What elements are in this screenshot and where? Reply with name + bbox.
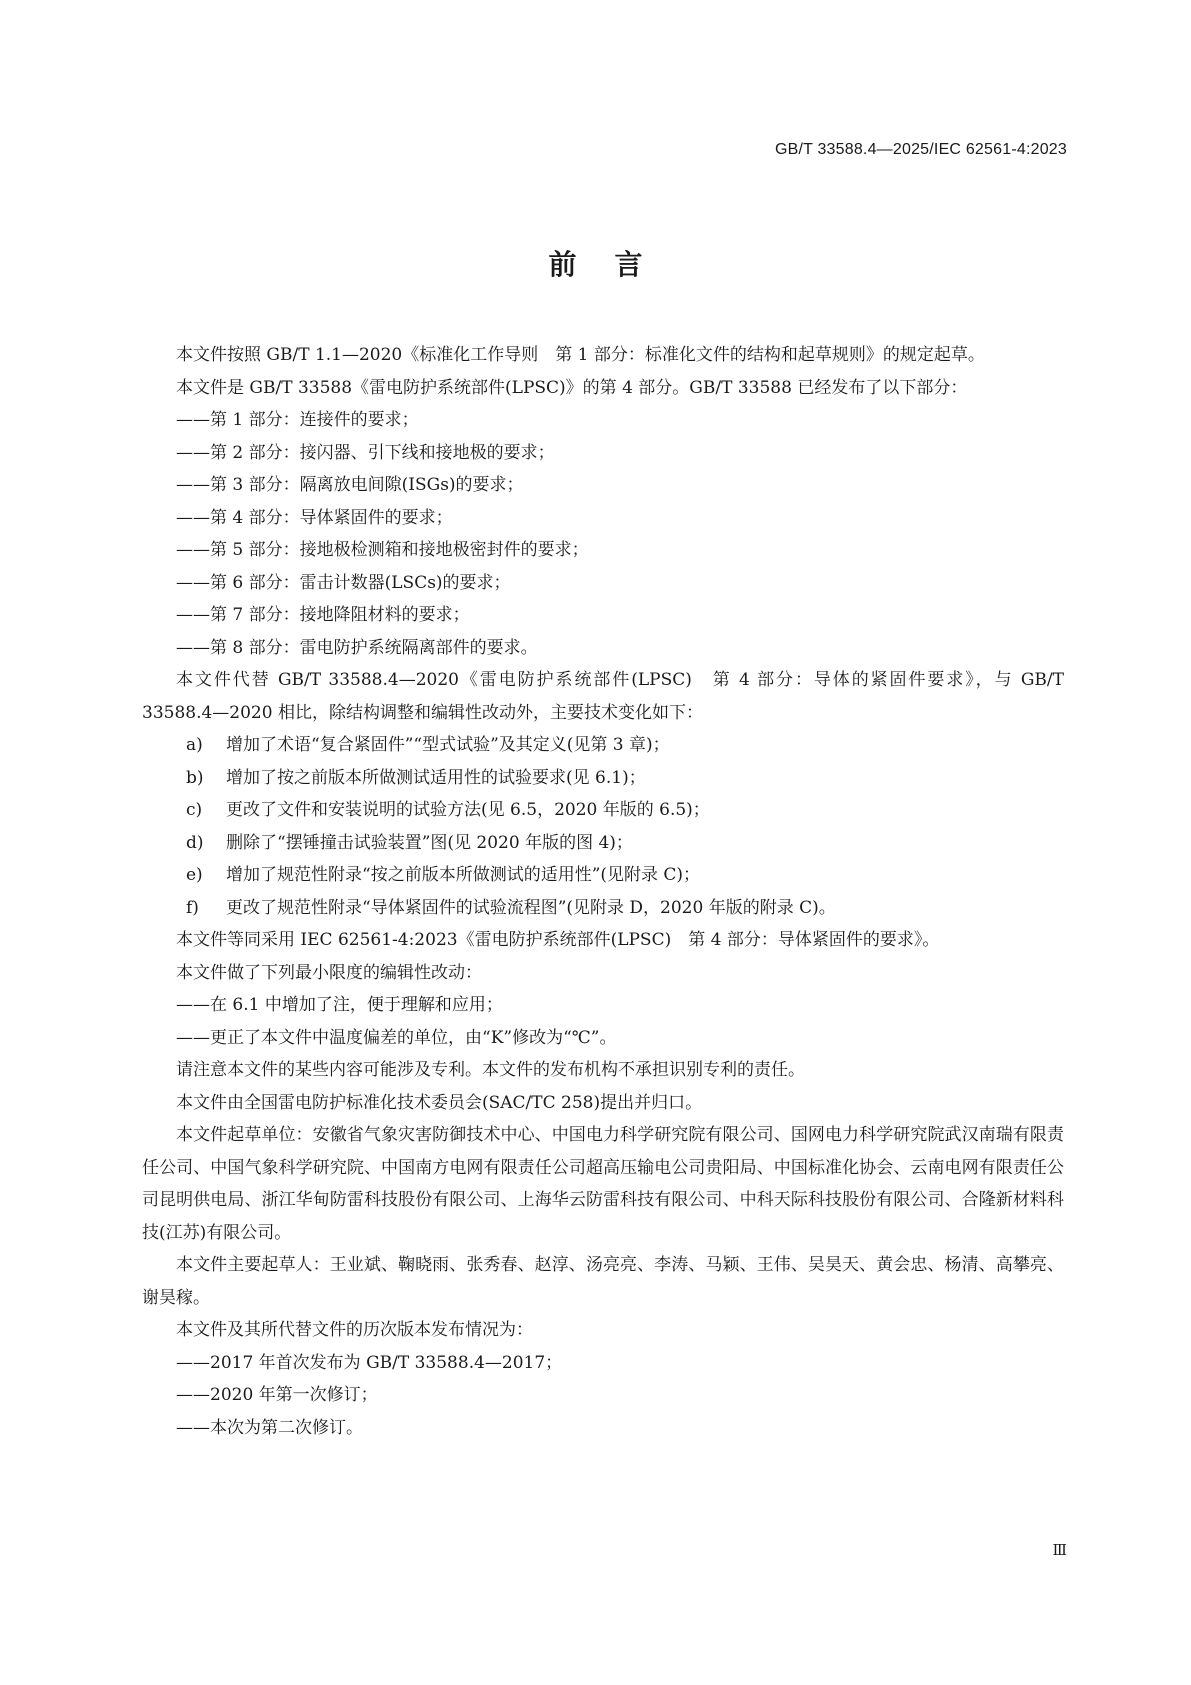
paragraph-committee: 本文件由全国雷电防护标准化技术委员会(SAC/TC 258)提出并归口。	[176, 1092, 703, 1113]
list-marker: d)	[186, 832, 204, 853]
list-item-history: ——本次为第二次修订。	[176, 1417, 363, 1438]
list-text: 增加了术语“复合紧固件”“型式试验”及其定义(见第 3 章)；	[226, 735, 670, 755]
list-item-edit: ——在 6.1 中增加了注，便于理解和应用；	[176, 995, 503, 1015]
paragraph-drafters: 本文件主要起草人：王业斌、鞠晓雨、张秀春、赵淳、汤亮亮、李涛、马颖、王伟、吴昊天、黄会忠、杨清、高攀亮、谢昊稼。	[142, 1255, 1064, 1308]
list-item-part: ——第 6 部分：雷击计数器(LSCs)的要求；	[176, 572, 511, 593]
page-number: Ⅲ	[1052, 1541, 1067, 1559]
list-text: 删除了“摆锤撞击试验装置”图(见 2020 年版的图 4)；	[226, 832, 633, 853]
list-item-change	[142, 859, 1064, 892]
list-item-part: ——第 7 部分：接地降阻材料的要求；	[176, 605, 470, 625]
paragraph-drafting-units: 本文件起草单位：安徽省气象灾害防御技术中心、中国电力科学研究院有限公司、国网电力科学研究院武汉南瑞有限责任公司、中国气象科学研究院、中国南方电网有限责任公司超高压输电公司贵阳局、中国标准化协会、云南电网有限责任公司昆明供电局、浙江华甸防雷科技股份有限公司、上海华云防雷科技有限公司、中科天际科技股份有限公司、合隆新材料科技(江苏)有限公司。	[142, 1125, 1064, 1243]
list-item-part: ——第 5 部分：接地极检测箱和接地极密封件的要求；	[176, 540, 589, 560]
page-title: 前言	[548, 248, 681, 281]
paragraph-series-intro: 本文件是 GB/T 33588《雷电防护系统部件(LPSC)》的第 4 部分。GB/T 33588 已经发布了以下部分：	[176, 377, 968, 398]
list-item-history: ——2017 年首次发布为 GB/T 33588.4—2017；	[176, 1352, 563, 1373]
paragraph-edits-intro: 本文件做了下列最小限度的编辑性改动：	[176, 962, 482, 983]
paragraph-drafting-rules: 本文件按照 GB/T 1.1—2020《标准化工作导则 第 1 部分：标准化文件的结构和起草规则》的规定起草。	[176, 345, 985, 365]
document-body	[142, 339, 1064, 1444]
paragraph-patent-notice: 请注意本文件的某些内容可能涉及专利。本文件的发布机构不承担识别专利的责任。	[176, 1060, 805, 1080]
list-item-part: ——第 4 部分：导体紧固件的要求；	[176, 507, 453, 528]
list-item-change	[142, 827, 1064, 860]
list-text: 增加了按之前版本所做测试适用性的试验要求(见 6.1)；	[226, 767, 646, 788]
list-item-part: ——第 8 部分：雷电防护系统隔离部件的要求。	[176, 637, 538, 658]
list-text: 增加了规范性附录“按之前版本所做测试的适用性”(见附录 C)；	[226, 865, 701, 885]
list-marker: a)	[186, 735, 203, 755]
list-item-change	[142, 762, 1064, 795]
list-item-part: ——第 1 部分：连接件的要求；	[176, 410, 419, 430]
list-marker: b)	[186, 767, 204, 788]
standard-code-header: GB/T 33588.4—2025/IEC 62561-4:2023	[774, 141, 1067, 158]
list-item-edit: ——更正了本文件中温度偏差的单位，由“K”修改为“℃”。	[176, 1027, 617, 1048]
list-marker: f)	[186, 897, 199, 918]
paragraph-equivalence: 本文件等同采用 IEC 62561-4:2023《雷电防护系统部件(LPSC) 第 4 部分：导体紧固件的要求》。	[176, 930, 940, 950]
paragraph-history-intro: 本文件及其所代替文件的历次版本发布情况为：	[176, 1320, 533, 1340]
list-item-part: ——第 2 部分：接闪器、引下线和接地极的要求；	[176, 442, 555, 463]
list-marker: e)	[186, 865, 203, 885]
list-item-change	[142, 794, 1064, 827]
list-text: 更改了规范性附录“导体紧固件的试验流程图”(见附录 D，2020 年版的附录 C)。	[226, 897, 836, 918]
list-item-change	[142, 729, 1064, 762]
list-item-history: ——2020 年第一次修订；	[176, 1385, 378, 1405]
list-item-part: ——第 3 部分：隔离放电间隙(ISGs)的要求；	[176, 475, 524, 495]
list-text: 更改了文件和安装说明的试验方法(见 6.5，2020 年版的 6.5)；	[226, 800, 710, 820]
list-marker: c)	[186, 800, 203, 820]
paragraph-replacement: 本文件代替 GB/T 33588.4—2020《雷电防护系统部件(LPSC) 第 4 部分：导体的紧固件要求》，与 GB/T 33588.4—2020 相比，除结构调整和编辑性改动外，主要技术变化如下：	[142, 670, 1064, 723]
list-item-change	[142, 892, 1064, 925]
